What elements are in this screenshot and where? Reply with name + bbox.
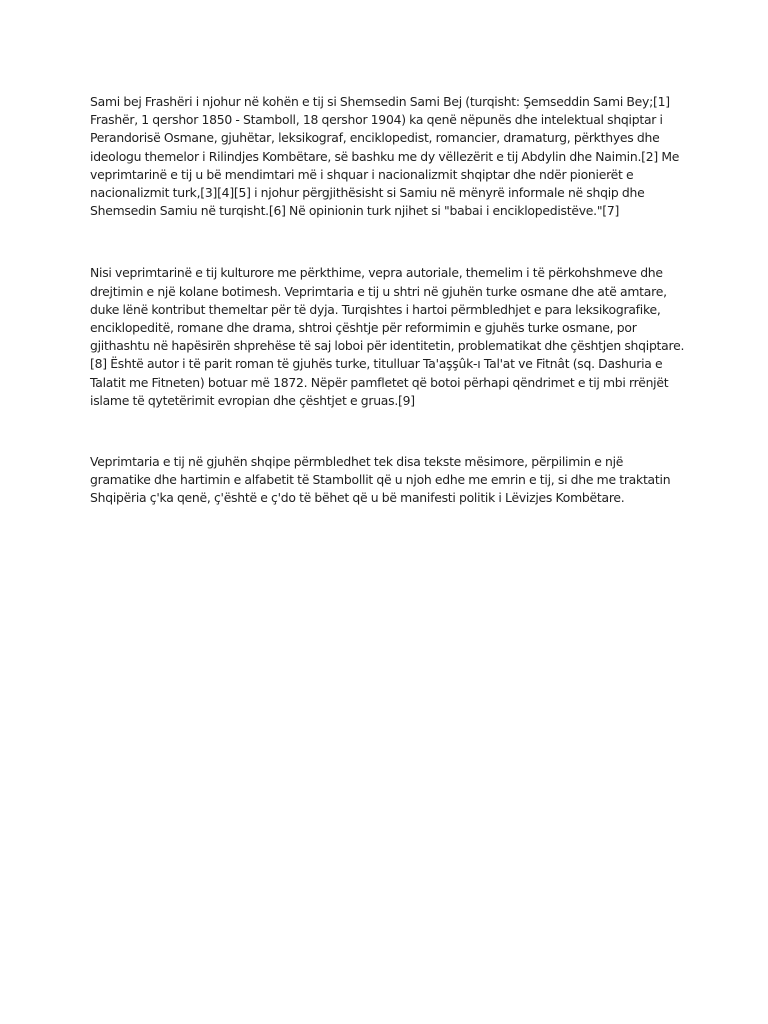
paragraph-biography: Sami bej Frashëri i njohur në kohën e tij si Shemsedin Sami Bej (turqisht: Şemseddin Sami Bey;[1] Frashër, 1 qershor 1850 - Stamboll, 18 qershor 1904) ka qenë nëpunës dhe intelektual shqiptar i Perandorisë Osmane, gjuhëtar, leksikograf, enciklopedist, romancier, dramaturg, përkthyes dhe ideologu themelor i Rilindjes Kombëtare, së bashku me dy vëllezërit e tij Abdylin dhe Naimin.[2] Me veprimtarinë e tij u bë mendimtari më i shquar i nacionalizmit shqiptar dhe ndër pionierët e nacionalizmit turk,[3][4][5] i njohur përgjithësisht si Samiu në mënyrë informale në shqip dhe Shemsedin Samiu në turqisht.[6] Në opinionin turk njihet si "babai i enciklopedistëve."[7] xyxy=(90,94,680,219)
paragraph-cultural-activity: Nisi veprimtarinë e tij kulturore me përkthime, vepra autoriale, themelim i të përkohshmeve dhe drejtimin e një kolane botimesh. Veprimtaria e tij u shtri në gjuhën turke osmane dhe atë amtare, duke lënë kontribut themeltar për të dyja. Turqishtes i hartoi përmbledhjet e para leksikografike, enciklopeditë, romane dhe drama, shtroi çështje për reformimin e gjuhës turke osmane, por gjithashtu në hapësirën shprehëse të saj loboi për identitetin, problematikat dhe çështjen shqiptare.[8] Është autor i të parit roman të gjuhës turke, titulluar Ta'aşşûk-ı Tal'at ve Fitnât (sq. Dashuria e Talatit me Fitneten) botuar më 1872. Nëpër pamfletet që botoi përhapi qëndrimet e tij mbi rrënjët islame të qytetërimit evropian dhe çështjet e gruas.[9] xyxy=(90,265,685,408)
paragraph-albanian-works: Veprimtaria e tij në gjuhën shqipe përmbledhet tek disa tekste mësimore, përpilimin e një gramatike dhe hartimin e alfabetit të Stambollit që u njoh edhe me emrin e tij, si dhe me traktatin Shqipëria ç'ka qenë, ç'është e ç'do të bëhet që u bë manifesti politik i Lëvizjes Kombëtare. xyxy=(90,454,671,506)
document-body xyxy=(90,93,686,508)
